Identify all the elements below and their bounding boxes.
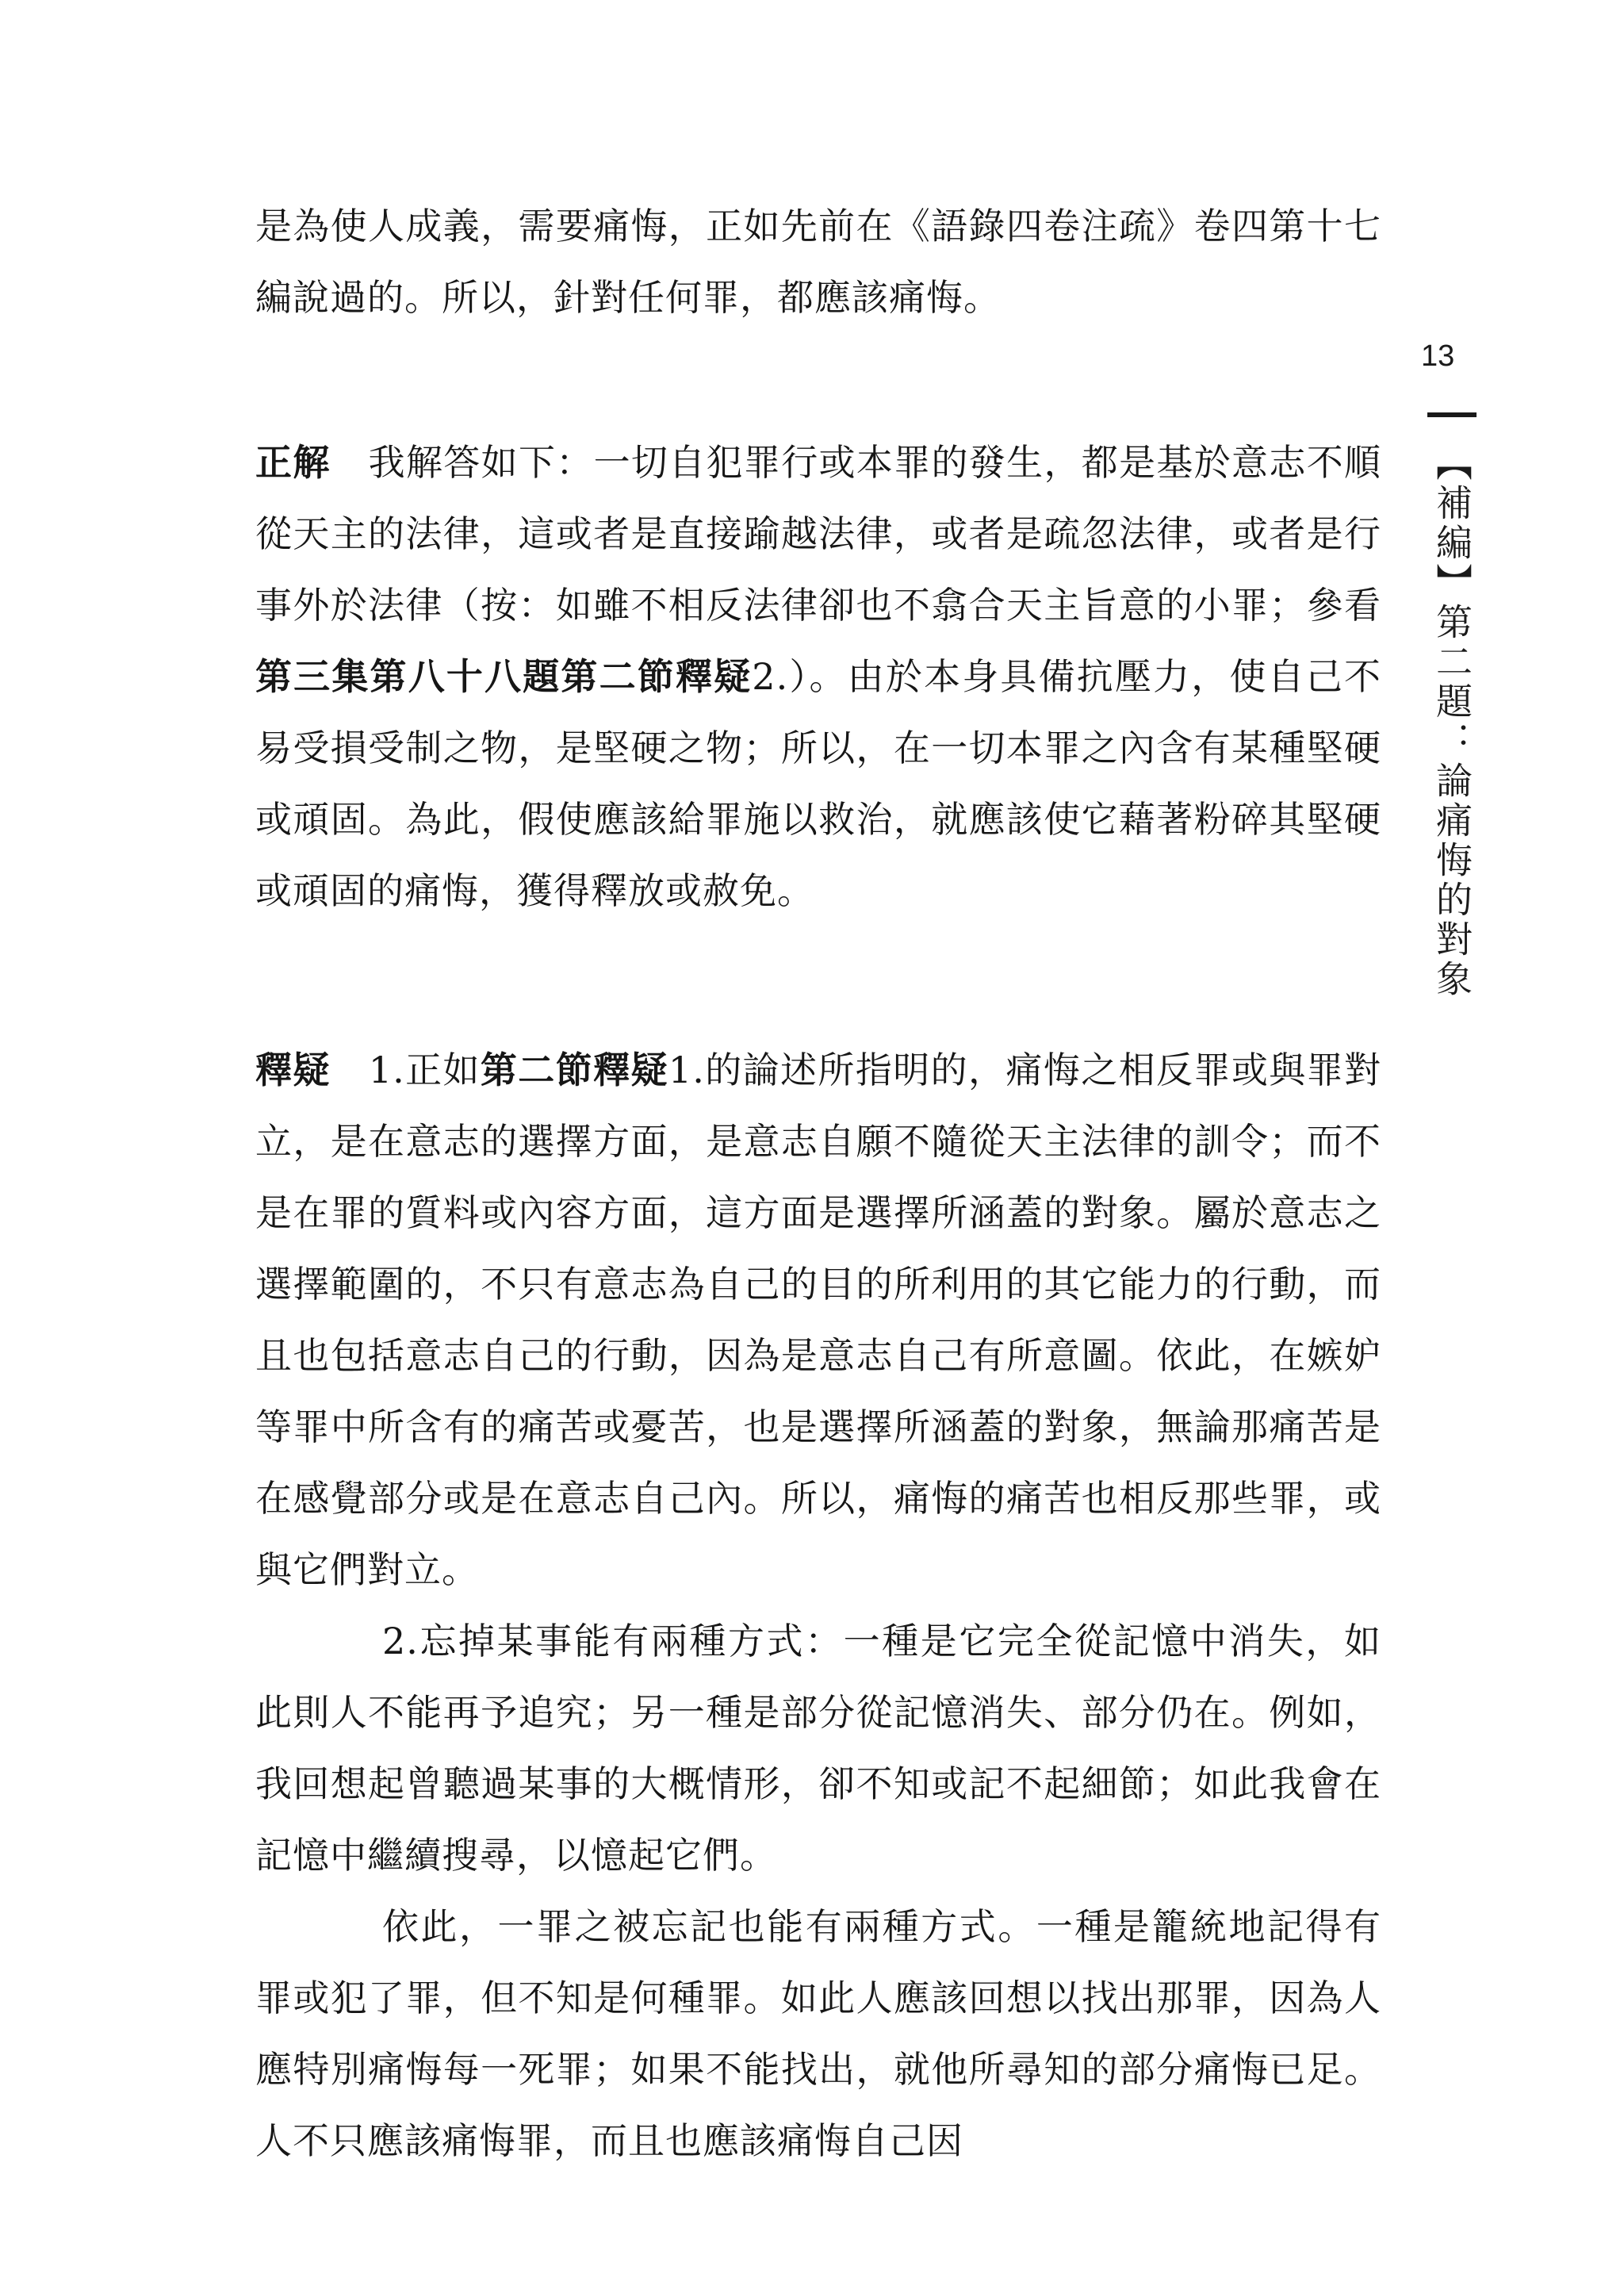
body-text xyxy=(255,190,1381,2176)
answer-text-part2: 2.）。由於本身具備抗壓力，使自己不易受損受制之物，是堅硬之物；所以，在一切本罪之內含有某種堅硬或頑固。為此，假使應該給罪施以救治，就應該使它藉著粉碎其堅硬或頑固的痛悔，獲得釋放或赦免。 xyxy=(255,655,1382,912)
answer-label: 正解 xyxy=(255,441,331,484)
paragraph-continuation xyxy=(255,190,1381,333)
paragraph-reply-2-continued xyxy=(255,1891,1381,2176)
reply-2-continued-text: 依此，一罪之被忘記也能有兩種方式。一種是籠統地記得有罪或犯了罪，但不知是何種罪。如此人應該回想以找出那罪，因為人應特別痛悔每一死罪；如果不能找出，就他所尋知的部分痛悔已足。人不只應該痛悔罪，而且也應該痛悔自己因 xyxy=(255,1905,1381,2162)
margin-rule xyxy=(1427,412,1477,417)
page-number: 13 xyxy=(1421,339,1455,373)
paragraph-continuation-text: 是為使人成義，需要痛悔，正如先前在《語錄四卷注疏》卷四第十七編說過的。所以，針對任何罪，都應該痛悔。 xyxy=(255,205,1381,319)
reply-2-text: 2.忘掉某事能有兩種方式：一種是它完全從記憶中消失，如此則人不能再予追究；另一種是部分從記憶消失、部分仍在。例如，我回想起曾聽過某事的大概情形，卻不知或記不起細節；如此我會在記憶中繼續搜尋，以憶起它們。 xyxy=(255,1620,1381,1877)
running-title: 【補編】第二題：論痛悔的對象 xyxy=(1431,444,1473,999)
paragraph-gap xyxy=(255,926,1381,1034)
paragraph-reply-1 xyxy=(255,1034,1381,1605)
answer-text-part1: 我解答如下：一切自犯罪行或本罪的發生，都是基於意志不順從天主的法律，這或者是直接踰越法律，或者是疏忽法律，或者是行事外於法律（按：如雖不相反法律卻也不翕合天主旨意的小罪；參看 xyxy=(255,441,1382,627)
answer-cross-reference: 第三集第八十八題第二節釋疑 xyxy=(255,655,753,698)
paragraph-answer xyxy=(255,427,1381,926)
paragraph-reply-2 xyxy=(255,1605,1381,1891)
reply-label: 釋疑 xyxy=(255,1049,331,1091)
paragraph-gap xyxy=(255,333,1381,427)
reply-1-text-part1: 1.正如 xyxy=(368,1049,481,1091)
reply-1-cross-reference: 第二節釋疑 xyxy=(480,1049,668,1091)
reply-1-text-part2: 1.的論述所指明的，痛悔之相反罪或與罪對立，是在意志的選擇方面，是意志自願不隨從天主法律的訓令；而不是在罪的質料或內容方面，這方面是選擇所涵蓋的對象。屬於意志之選擇範圍的，不只有意志為自己的目的所利用的其它能力的行動，而且也包括意志自己的行動，因為是意志自己有所意圖。依此，在嫉妒等罪中所含有的痛苦或憂苦，也是選擇所涵蓋的對象，無論那痛苦是在感覺部分或是在意志自己內。所以，痛悔的痛苦也相反那些罪，或與它們對立。 xyxy=(255,1049,1382,1591)
